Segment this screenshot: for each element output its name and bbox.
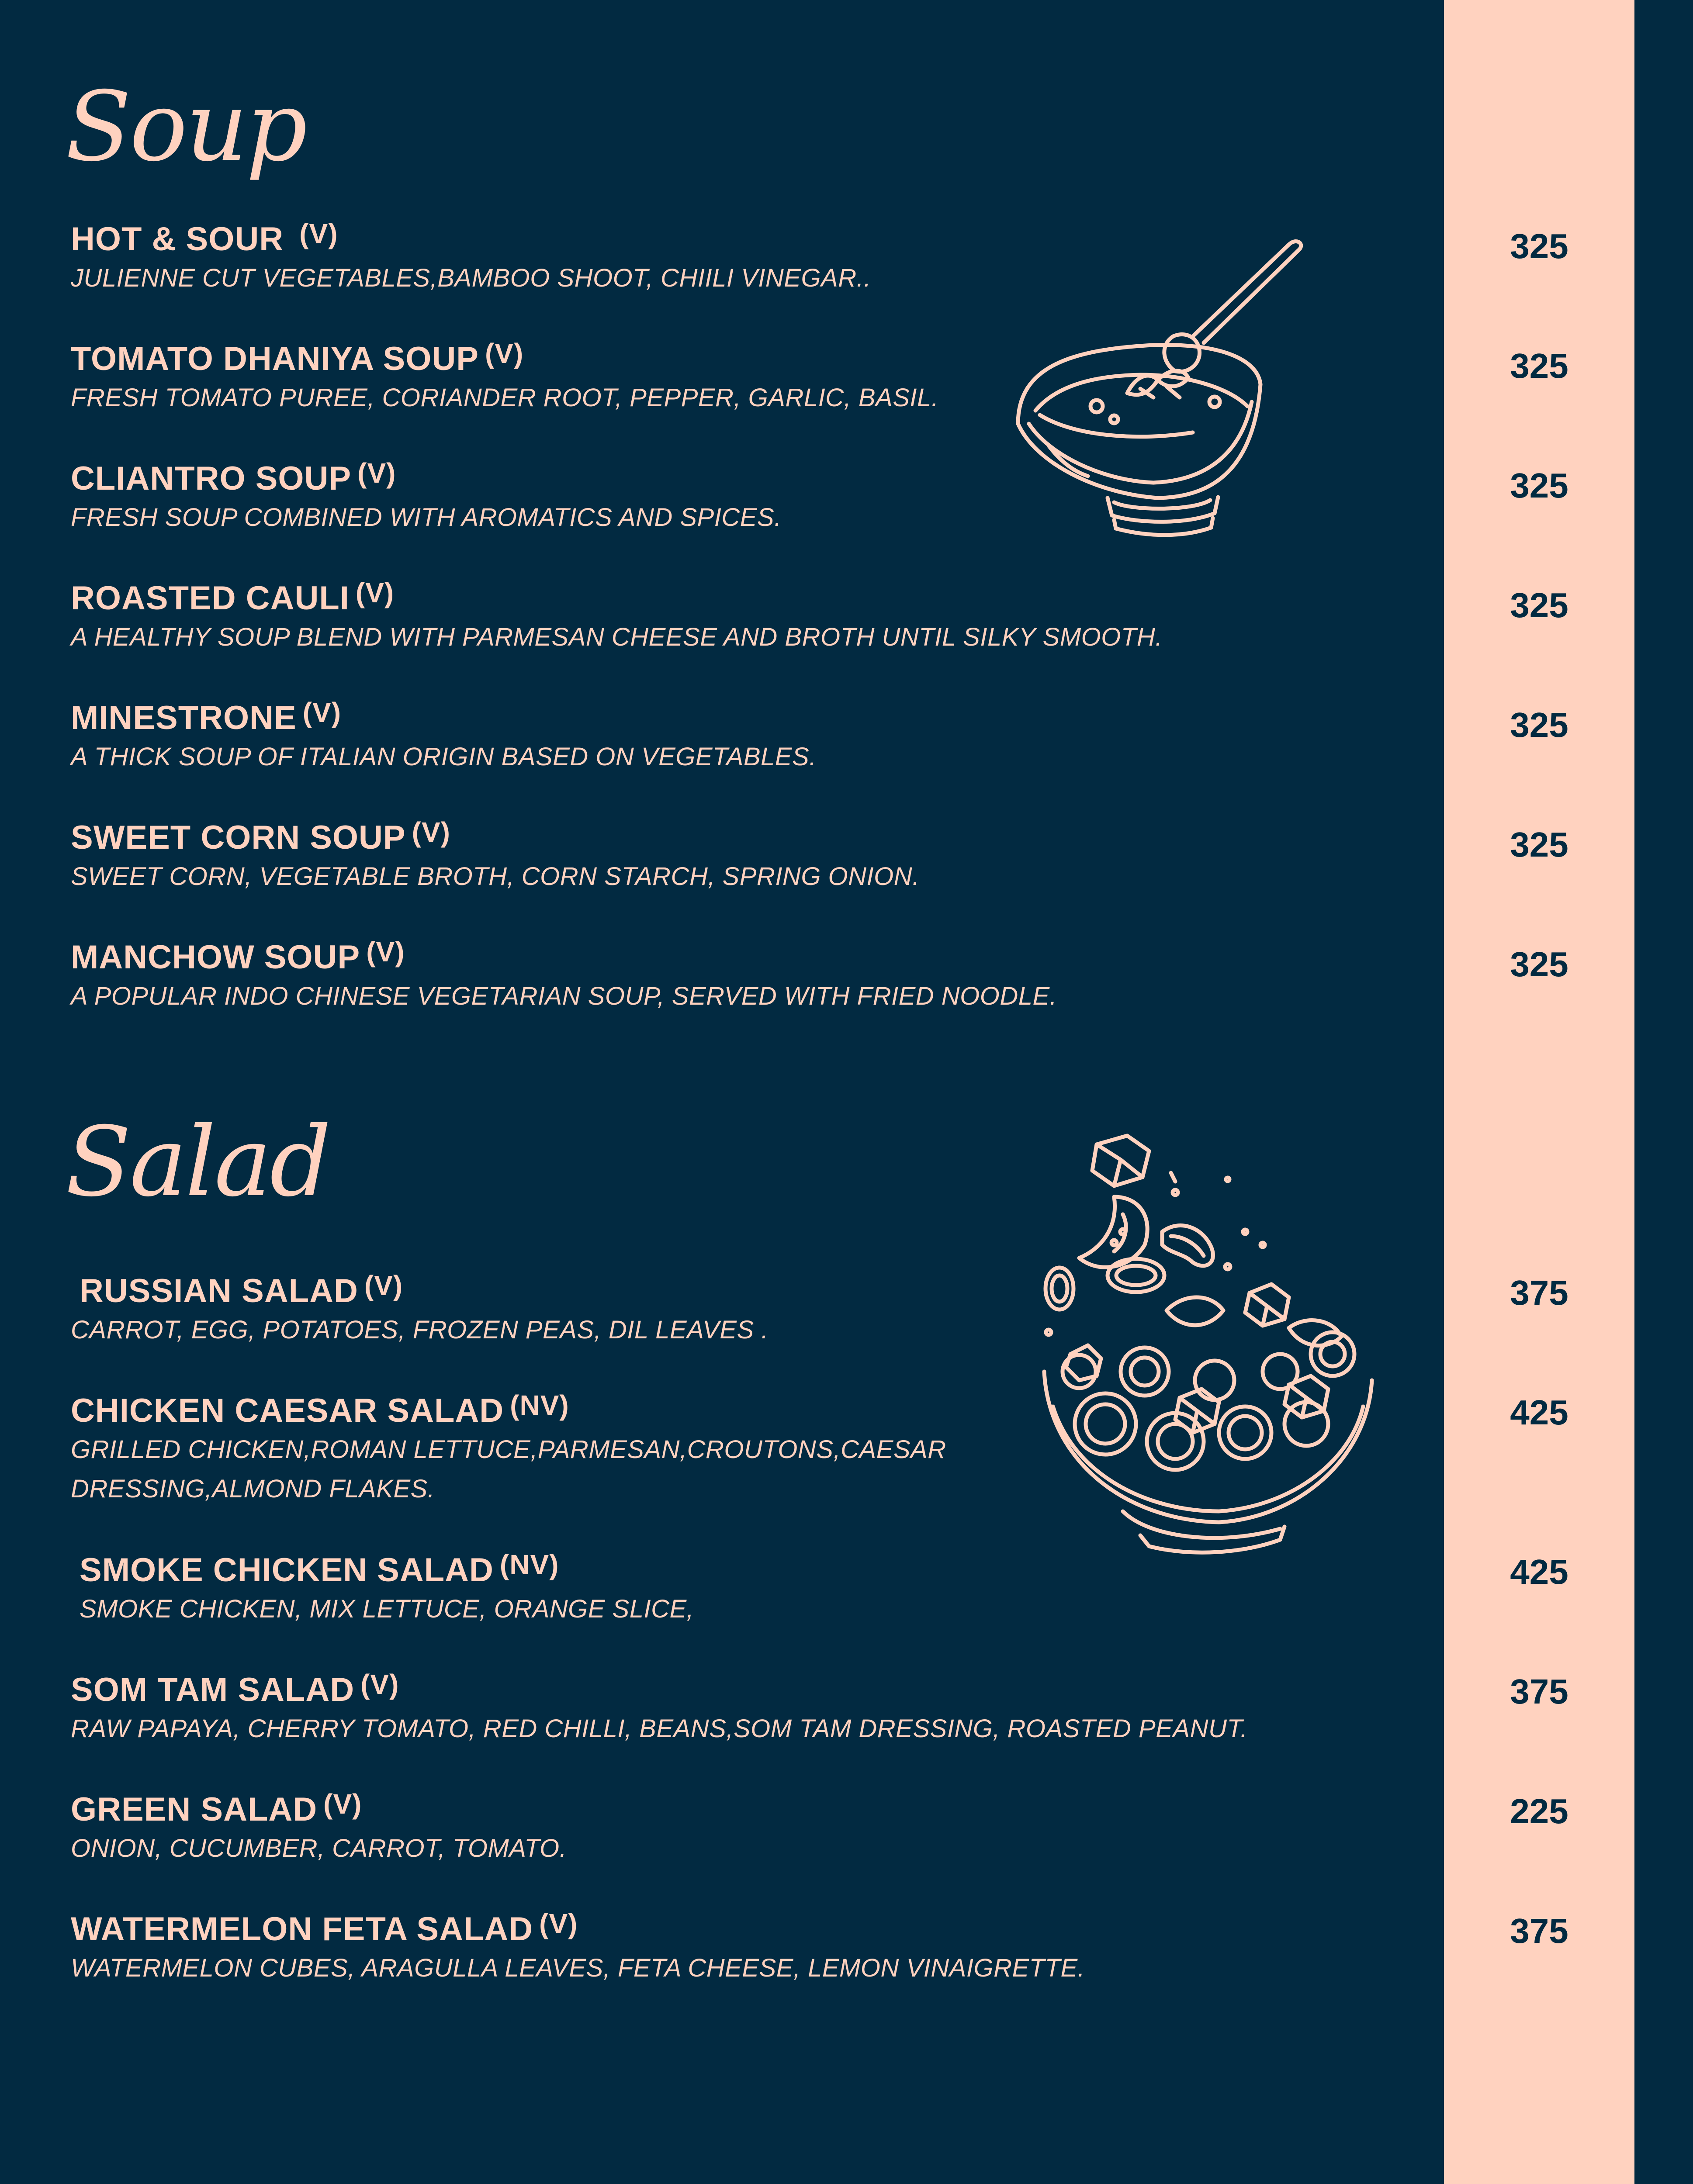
item-name: SMOKE CHICKEN SALAD $^{(NV)}$ xyxy=(80,1549,559,1589)
item-price: 325 xyxy=(1510,227,1568,266)
item-price: 425 xyxy=(1510,1552,1568,1591)
menu-item xyxy=(71,1908,1338,1988)
item-price: 325 xyxy=(1510,705,1568,744)
item-description: FRESH SOUP COMBINED WITH AROMATICS AND SPICES. xyxy=(71,503,782,532)
diet-tag: (V) xyxy=(357,457,396,489)
diet-tag: (NV) xyxy=(499,1549,559,1580)
item-price: 325 xyxy=(1510,825,1568,864)
salad-section-title: Salad xyxy=(66,1106,330,1218)
menu-item xyxy=(71,816,1338,896)
item-name: CLIANTRO SOUP $^{(V)}$ xyxy=(71,457,396,497)
item-name: MINESTRONE $^{(V)}$ xyxy=(71,697,342,736)
item-price: 375 xyxy=(1510,1672,1568,1711)
item-description: A POPULAR INDO CHINESE VEGETARIAN SOUP, SERVED WITH FRIED NOODLE. xyxy=(71,982,1057,1010)
menu-item xyxy=(71,577,1338,657)
item-description: A THICK SOUP OF ITALIAN ORIGIN BASED ON VEGETABLES. xyxy=(71,743,817,771)
item-description: CARROT, EGG, POTATOES, FROZEN PEAS, DIL LEAVES . xyxy=(71,1316,769,1344)
item-price: 225 xyxy=(1510,1792,1568,1831)
diet-tag: (V) xyxy=(364,1270,403,1301)
item-description-line-2: DRESSING,ALMOND FLAKES. xyxy=(71,1475,435,1503)
menu-item xyxy=(71,697,1338,777)
soup-bowl-icon xyxy=(1009,236,1315,559)
item-price: 425 xyxy=(1510,1393,1568,1432)
item-description: ONION, CUCUMBER, CARROT, TOMATO. xyxy=(71,1834,567,1863)
item-name: RUSSIAN SALAD $^{(V)}$ xyxy=(80,1270,403,1310)
item-name: TOMATO DHANIYA SOUP $^{(V)}$ xyxy=(71,338,524,377)
item-name: SWEET CORN SOUP $^{(V)}$ xyxy=(71,816,450,856)
item-price: 375 xyxy=(1510,1273,1568,1312)
diet-tag: (V) xyxy=(299,218,338,249)
diet-tag: (V) xyxy=(302,697,342,728)
item-description: JULIENNE CUT VEGETABLES,BAMBOO SHOOT, CHIILI VINEGAR.. xyxy=(71,264,871,292)
item-description: SMOKE CHICKEN, MIX LETTUCE, ORANGE SLICE, xyxy=(80,1595,694,1623)
item-name: MANCHOW SOUP $^{(V)}$ xyxy=(71,936,405,976)
item-price: 325 xyxy=(1510,586,1568,625)
menu-item xyxy=(71,1788,1338,1868)
soup-section-title: Soup xyxy=(66,71,306,183)
item-name: ROASTED CAULI $^{(V)}$ xyxy=(71,577,395,617)
salad-bowl-icon xyxy=(1035,1127,1385,1590)
diet-tag: (V) xyxy=(355,577,395,608)
diet-tag: (V) xyxy=(485,338,524,369)
item-price: 375 xyxy=(1510,1911,1568,1950)
price-column xyxy=(1444,0,1634,2184)
item-price: 325 xyxy=(1510,346,1568,385)
diet-tag: (V) xyxy=(366,936,405,968)
diet-tag: (V) xyxy=(412,816,450,848)
menu-item xyxy=(71,1669,1338,1749)
diet-tag: (V) xyxy=(539,1908,578,1939)
diet-tag: (NV) xyxy=(510,1389,569,1421)
item-name: GREEN SALAD $^{(V)}$ xyxy=(71,1788,362,1828)
item-description: GRILLED CHICKEN,ROMAN LETTUCE,PARMESAN,CROUTONS,CAESAR xyxy=(71,1435,946,1464)
diet-tag: (V) xyxy=(360,1669,399,1700)
item-name: CHICKEN CAESAR SALAD $^{(NV)}$ xyxy=(71,1389,569,1429)
item-description: RAW PAPAYA, CHERRY TOMATO, RED CHILLI, BEANS,SOM TAM DRESSING, ROASTED PEANUT. xyxy=(71,1714,1248,1743)
diet-tag: (V) xyxy=(323,1788,362,1820)
item-name: SOM TAM SALAD $^{(V)}$ xyxy=(71,1669,399,1708)
item-description: WATERMELON CUBES, ARAGULLA LEAVES, FETA CHEESE, LEMON VINAIGRETTE. xyxy=(71,1954,1085,1982)
item-description: A HEALTHY SOUP BLEND WITH PARMESAN CHEESE AND BROTH UNTIL SILKY SMOOTH. xyxy=(71,623,1163,651)
item-name: HOT & SOUR $^{(V)}$ xyxy=(71,218,338,258)
item-price: 325 xyxy=(1510,466,1568,505)
item-description: FRESH TOMATO PUREE, CORIANDER ROOT, PEPPER, GARLIC, BASIL. xyxy=(71,384,939,412)
item-name: WATERMELON FETA SALAD $^{(V)}$ xyxy=(71,1908,578,1948)
item-price: 325 xyxy=(1510,945,1568,984)
item-description: SWEET CORN, VEGETABLE BROTH, CORN STARCH, SPRING ONION. xyxy=(71,862,920,891)
menu-item xyxy=(71,936,1338,1016)
